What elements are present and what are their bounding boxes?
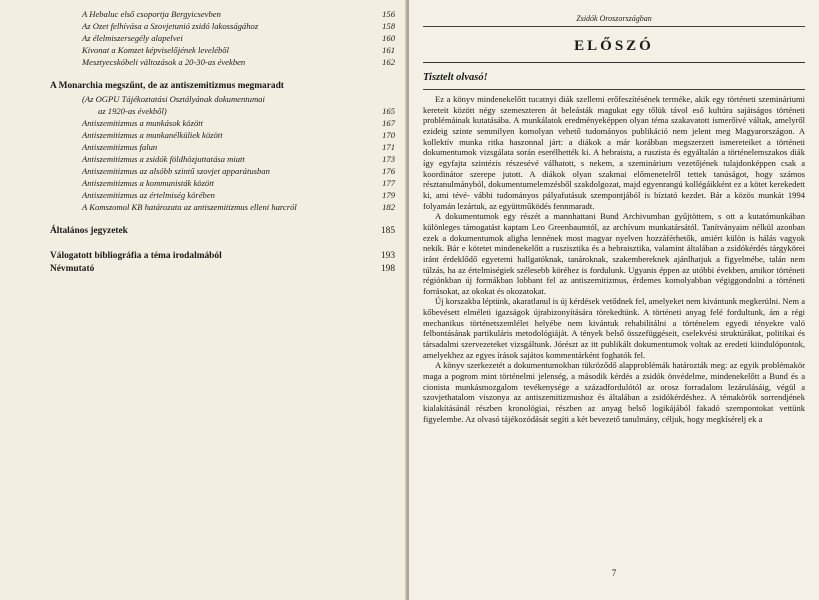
toc-entry-title: Antiszemitizmus a munkások között — [82, 118, 204, 128]
right-page — [409, 0, 819, 600]
toc-entry-page: 160 — [382, 33, 395, 43]
toc-entry — [50, 8, 395, 20]
toc-entry-page: 161 — [382, 45, 395, 55]
toc-entry — [50, 44, 395, 56]
preface-body — [423, 94, 805, 424]
toc-entry-page: 177 — [382, 178, 395, 188]
toc-entry-title: Mesztyecskóbeli változások a 20-30-as években — [82, 57, 246, 67]
toc-entry-page: 162 — [382, 57, 395, 67]
toc-entry — [50, 177, 395, 189]
toc-entry-title: Az Ozet felhívása a Szovjetunió zsidó lakosságához — [82, 21, 259, 31]
paragraph: A dokumentumok egy részét a mannhattani Bund Archivumban gyűjtöttem, s ott a kutatómunkában különleges támogatást kaptam Leo Greenbaumtól, az archívum munkatársától. Tanítványaim nélkül azonban ezek a dokumentumok aligha lennének most magyar nyelven hozzáférhetők, amiért külön is hálás vagyok nekik. Bár e kötetet mindenekelőtt a ruszisztika és a hebraisztika, valamint általában a zsidókérdés tárgykörei iránt érdeklődő egyetemi hallgatóknak, tanároknak, szakembereknek ajánlhatjuk a figyelmébe, talán nem túlzás, ha az értelmiségiek szélesebb köréhez is fordulunk. Ugyanis éppen az utóbbi években, amikor történeti régiónkban új formákban lobbant fel az antiszemitizmus, érdemes komolyabban végiggondolni a történeti forrásokat, az okokat és okozatokat. — [423, 211, 805, 296]
toc-entry-page: 170 — [382, 130, 395, 140]
toc-entry-title: Kivonat a Komzet képviselőjének leveléből — [82, 45, 229, 55]
toc-entry-title: Antiszemitizmus az alsóbb szintű szovjet apparátusban — [82, 166, 270, 176]
running-head: Zsidók Oroszországban — [576, 14, 652, 23]
toc-entry — [50, 105, 395, 117]
page-number: 7 — [611, 568, 617, 578]
toc-entry-page: 182 — [382, 202, 395, 212]
toc-entry-title: Antiszemitizmus a zsidók földhözjuttatása miatt — [82, 154, 245, 164]
toc-entry — [50, 165, 395, 177]
toc-section-bibliography: Válogatott bibliográfia a téma irodalmából 193 — [50, 251, 395, 261]
paragraph: A könyv szerkezetét a dokumentumokban tükröződő alapproblémák határozták meg: az egyik problémakör maga a pogrom mint történelmi jelenség, a második kérdés a zsidók önvédelme, mindenekelőtt a Bund és a cionista munkásmozgalom tevékenysége a századfordulótól az orosz forradalom lezárulásáig, végül a szovjethatalom viszonya az antiszemitizmushoz és általában a zsidókérdéshez. A témakörök sorrendjének kialakításánál részben kronológiai, részben az anyag belső logikájából fakadó szempontokat vettünk figyelembe. Az olvasó tájékozódását segíti a két bevezető tanulmány, céljuk, hogy megkísérelj ek a — [423, 360, 805, 424]
toc-entry-page: 179 — [382, 190, 395, 200]
toc-entry-title: A Komszomol KB határozata az antiszemitizmus elleni harcról — [82, 202, 297, 212]
header-rule — [423, 26, 805, 27]
table-of-contents — [50, 8, 395, 276]
toc-section-monarchia: A Monarchia megszűnt, de az antiszemitizmus megmaradt — [50, 81, 284, 91]
toc-entry-title: Antiszemitizmus a kommunisták között — [82, 178, 215, 188]
toc-entry-page: 167 — [382, 118, 395, 128]
left-page — [0, 0, 407, 600]
toc-entry — [50, 141, 395, 153]
toc-entry — [50, 56, 395, 68]
toc-entry-title: A Hebaluc első csoportja Bergyicsevben — [82, 9, 221, 19]
toc-entry — [50, 153, 395, 165]
chapter-title: ELŐSZÓ — [574, 38, 654, 54]
toc-entry-title: (Az OGPU Tájékoztatási Osztályának dokumentumai — [82, 94, 265, 104]
toc-entry-title: Antiszemitizmus falun — [82, 142, 158, 152]
toc-entry-title: az 1920-as évekből) — [98, 106, 167, 116]
toc-entry — [50, 20, 395, 32]
toc-entry-title: Antiszemitizmus a munkanélküliek között — [82, 130, 223, 140]
toc-entry — [50, 189, 395, 201]
toc-section-notes: Általános jegyzetek 185 — [50, 226, 395, 236]
salutation-rule — [423, 89, 805, 90]
toc-entry — [50, 201, 395, 213]
salutation: Tisztelt olvasó! — [423, 72, 488, 83]
toc-entry — [50, 32, 395, 44]
toc-section-index: Névmutató 198 — [50, 264, 395, 274]
toc-entry-page: 156 — [382, 9, 395, 19]
toc-entry-page: 173 — [382, 154, 395, 164]
toc-entry-page: 171 — [382, 142, 395, 152]
toc-entry-title: Az élelmiszersegély alapelvei — [82, 33, 183, 43]
paragraph: Ez a könyv mindenekelőtt tucatnyi diák szellemi erőfeszítésének terméke, akik egy történeti szemináriumi kereteit között négy szemeszteren át beleásták magukat egy tőlük távol eső kultúra sajátságos történeti problémáinak kutatásába. A munkálatok eredményeképpen olyan téma szakavatott ismerőivé váltak, amelyről ezideig szinte semmilyen komolyan vehető tudományos publikáció nem jelent meg Magyarországon. A kollektív munka ritka haszonnal járt: a diákok a már korábban megszerzett ismereteiket a történeti dokumentumok vizsgálata során eserélhették ki. A hebraista, a ruszista és egyáltalán a történelemszakos diák így egyfajta szintézis részesévé válhatott, s nekem, a szeminárium vezetőjének tulajdonképpen csak a koordinátor szerepe jutott. A diákok olyan szakmai előmenetelről tettek tanúságot, hogy számos résztanulmányból, dokumentumelemzésből szakdolgozat, majd egyenrangú kollégáikként ez a kötet kerekedett ki, ami tévé- vábbi tudományos pályafutásuk szempontjából is bíztató kezdet. Bár a közös munkát 1994 folyamán lezártuk, az együttműködés fennmaradt. — [423, 94, 805, 211]
toc-entry-page: 165 — [382, 106, 395, 116]
paragraph: Új korszakba léptünk, akaratlanul is új kérdések vetődnek fel, amelyeket nem kivántunk megkerülni. Nem a kőbevésett elméleti igazságok újrabizonyítására törekedtünk. A történeti anyag felé fordultunk, ám a régi mechanikus történetszemlélet helyébe nem kivántuk rehabilitálni a történelem egyedi tényekre való felbontásának partikuláris metodológiáját. A tények belső összefüggéseit, cselekvési struktúrákat, politikai és társadalmi szervezeteket vizsgáltunk. Jórészt az itt publikált dokumentumok voltak az eredeti kiindulópontok, amelyekhez az egyes írások sajátos kommentárként foghatók fel. — [423, 296, 805, 360]
toc-entry-page: 158 — [382, 21, 395, 31]
toc-entry — [50, 129, 395, 141]
toc-entry-page: 176 — [382, 166, 395, 176]
toc-entry — [50, 117, 395, 129]
chapter-rule — [423, 62, 805, 63]
toc-entry — [50, 93, 395, 105]
toc-entry-title: Antiszemitizmus az értelmiség körében — [82, 190, 215, 200]
